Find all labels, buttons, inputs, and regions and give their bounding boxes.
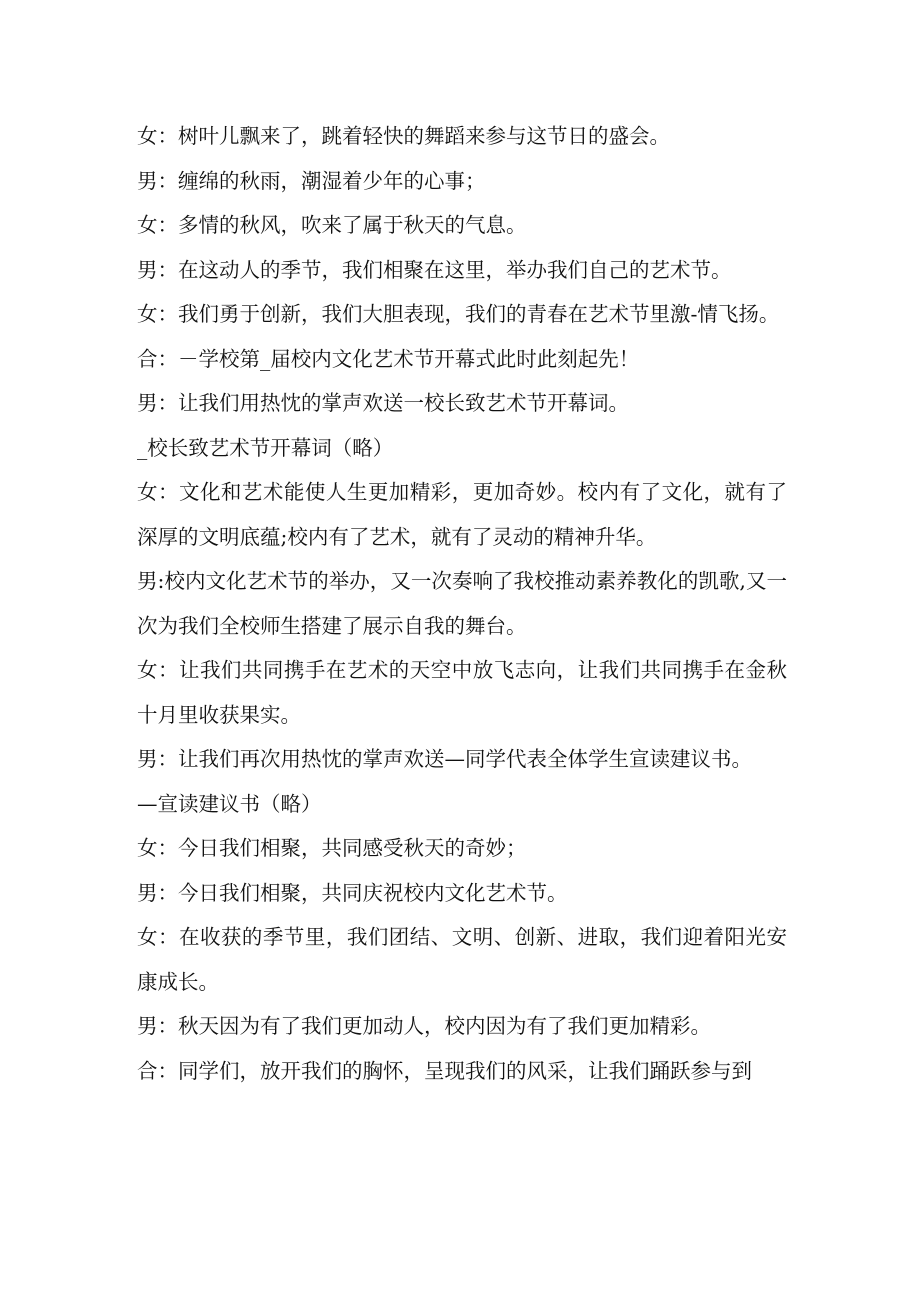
paragraph: 男：在这动人的季节，我们相聚在这里，举办我们自己的艺术节。 [137,257,732,282]
paragraph: 男:校内文化艺术节的举办，又一次奏响了我校推动素养教化的凯歌,又一次为我们全校师生搭建了展示自我的舞台。 [137,569,787,638]
paragraph: 女：在收获的季节里，我们团结、文明、创新、进取，我们迎着阳光安康成长。 [137,925,787,994]
paragraph: —宣读建议书（略） [137,791,322,816]
paragraph: 男：缠绵的秋雨，潮湿着少年的心事； [137,168,486,193]
paragraph: 女：文化和艺术能使人生更加精彩，更加奇妙。校内有了文化，就有了深厚的文明底蕴;校内有了艺术，就有了灵动的精神升华。 [137,480,787,549]
paragraph: 女：树叶儿飘来了，跳着轻快的舞蹈来参与这节日的盛会。 [137,124,670,148]
paragraph: 男：让我们用热忱的掌声欢送一校长致艺术节开幕词。 [137,391,629,415]
paragraph: 女：我们勇于创新，我们大胆表现，我们的青春在艺术节里激-情飞扬。 [137,302,780,326]
paragraph: 男：让我们再次用热忱的掌声欢送—同学代表全体学生宣读建议书。 [137,747,752,771]
paragraph: _校长致艺术节开幕词（略） [137,435,394,460]
paragraph: 女：让我们共同携手在艺术的天空中放飞志向，让我们共同携手在金秋十月里收获果实。 [137,658,787,727]
paragraph: 合：－学校第_届校内文化艺术节开幕式此时此刻起先！ [137,346,640,371]
paragraph: 男：秋天因为有了我们更加动人，校内因为有了我们更加精彩。 [137,1014,711,1038]
paragraph: 女：今日我们相聚，共同感受秋天的奇妙； [137,836,527,860]
paragraph: 男：今日我们相聚，共同庆祝校内文化艺术节。 [137,880,568,905]
paragraph: 女：多情的秋风，吹来了属于秋天的气息。 [137,213,527,237]
paragraph: 合：同学们，放开我们的胸怀，呈现我们的风采，让我们踊跃参与到 [137,1058,752,1083]
document-body [137,114,787,1093]
